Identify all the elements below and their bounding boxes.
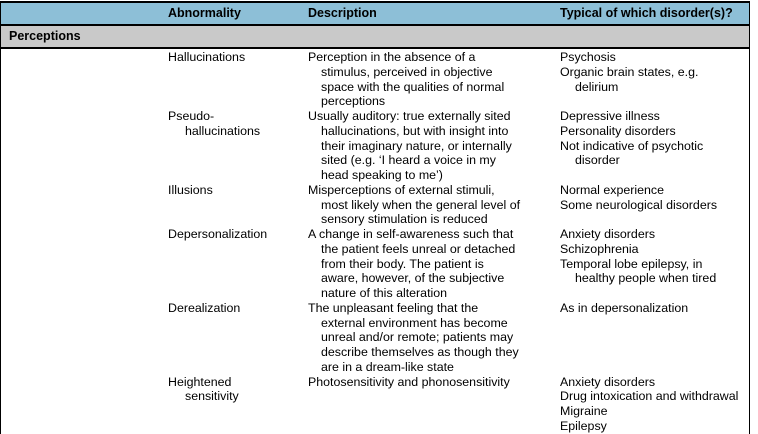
- table-row: [1, 227, 749, 301]
- abnormality-cell: Depersonalization: [168, 227, 268, 241]
- disorder-item: Epilepsy: [560, 418, 607, 433]
- description-cell: Perception in the absence of a stimulus, perceived in objective space with the qualities of normal perceptions: [308, 50, 505, 109]
- table-header-row: [1, 3, 749, 26]
- disorders-cell: [560, 109, 749, 183]
- section-title: Perceptions: [9, 29, 81, 43]
- disorder-item: Some neurological disorders: [560, 197, 718, 212]
- column-header-abnormality: Abnormality: [168, 6, 241, 20]
- disorder-item: As in depersonalization: [560, 300, 689, 315]
- section-row-perceptions: [1, 26, 749, 49]
- table-row: [1, 301, 749, 375]
- abnormality-cell: Heightened sensitivity: [168, 374, 239, 404]
- description-cell: Photosensitivity and phonosensitivity: [308, 374, 510, 389]
- disorders-cell: [560, 375, 749, 434]
- disorder-item: Depressive illness: [560, 109, 660, 123]
- disorder-item: Personality disorders: [560, 123, 676, 138]
- disorder-item: Temporal lobe epilepsy, in healthy people when tired: [560, 256, 717, 286]
- disorder-item: Normal experience: [560, 182, 664, 197]
- disorder-item: Schizophrenia: [560, 241, 639, 256]
- description-cell: The unpleasant feeling that the external environment has become unreal and/or remote; patients may describe themselves as though they are in a dream-like state: [308, 300, 519, 374]
- description-cell: Misperceptions of external stimuli, most likely when the general level of sensory stimulation is reduced: [308, 182, 521, 227]
- column-header-description: Description: [308, 6, 377, 20]
- column-header-disorders: Typical of which disorder(s)?: [560, 6, 733, 20]
- description-cell: Usually auditory: true externally sited hallucinations, but with insight into their imaginary nature, or internally sited (e.g. ‘I heard a voice in my head speaking to me’): [308, 109, 512, 182]
- disorder-item: Anxiety disorders: [560, 374, 656, 389]
- disorders-cell: [560, 50, 749, 109]
- abnormality-cell: Pseudo-hallucinations: [168, 109, 261, 138]
- table-row: [1, 109, 749, 183]
- abnormality-cell: Illusions: [168, 182, 213, 197]
- perceptions-table: [0, 1, 750, 434]
- disorders-cell: [560, 301, 749, 375]
- table-row: [1, 375, 749, 434]
- disorders-cell: [560, 227, 749, 301]
- disorder-item: Anxiety disorders: [560, 227, 656, 241]
- disorder-item: Psychosis: [560, 50, 616, 64]
- table-body: [1, 49, 749, 434]
- disorder-item: Drug intoxication and withdrawal: [560, 389, 739, 404]
- abnormality-cell: Hallucinations: [168, 50, 246, 64]
- table-row: [1, 50, 749, 109]
- disorders-cell: [560, 183, 749, 227]
- table-row: [1, 183, 749, 227]
- description-cell: A change in self-awareness such that the patient feels unreal or detached from their body. The patient is aware, however, of the subjective nature of this alteration: [308, 227, 516, 300]
- abnormality-cell: Derealization: [168, 300, 241, 315]
- disorder-item: Migraine: [560, 404, 608, 418]
- disorder-item: Organic brain states, e.g. delirium: [560, 64, 699, 94]
- disorder-item: Not indicative of psychotic disorder: [560, 138, 704, 168]
